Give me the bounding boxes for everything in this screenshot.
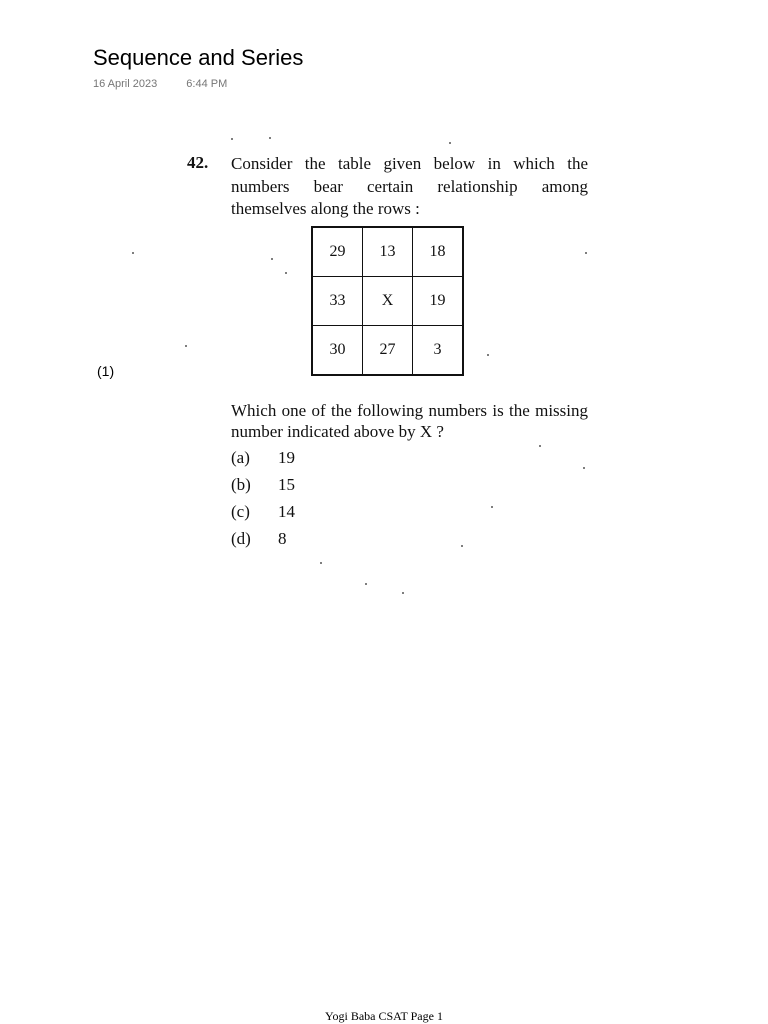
option-d — [231, 528, 295, 555]
option-value: 15 — [278, 475, 295, 494]
option-c — [231, 501, 295, 528]
grid-cell: 18 — [413, 227, 464, 277]
grid-row — [312, 277, 463, 326]
option-b — [231, 474, 295, 501]
note-date: 16 April 2023 — [93, 78, 158, 90]
option-value: 8 — [278, 529, 287, 548]
item-marker: (1) — [97, 363, 115, 379]
grid-cell: 30 — [312, 326, 363, 376]
grid-cell: 33 — [312, 277, 363, 326]
question-number: 42. — [187, 153, 209, 172]
scanned-question-image — [140, 130, 610, 590]
question-text: Consider the table given below in which the numbers bear certain relationship among themselves along the rows : — [231, 154, 588, 218]
grid-cell: 29 — [312, 227, 363, 277]
question-prompt: Which one of the following numbers is the missing number indicated above by X ? — [231, 401, 588, 441]
option-value: 19 — [278, 448, 295, 467]
option-value: 14 — [278, 502, 295, 521]
grid-row — [312, 326, 463, 376]
option-label: (c) — [231, 502, 250, 521]
grid-cell: 27 — [363, 326, 413, 376]
grid-cell: 13 — [363, 227, 413, 277]
grid-cell: 3 — [413, 326, 464, 376]
option-label: (b) — [231, 475, 251, 494]
option-label: (d) — [231, 529, 251, 548]
page-footer: Yogi Baba CSAT Page 1 — [325, 1009, 443, 1023]
note-time: 6:44 PM — [186, 78, 228, 90]
option-label: (a) — [231, 448, 250, 467]
grid-cell: 19 — [413, 277, 464, 326]
note-timestamp — [93, 78, 227, 90]
page-title: Sequence and Series — [93, 45, 304, 70]
option-a — [231, 447, 295, 474]
answer-options — [231, 447, 295, 555]
number-grid — [311, 226, 464, 376]
grid-row — [312, 227, 463, 277]
grid-cell-missing: X — [363, 277, 413, 326]
